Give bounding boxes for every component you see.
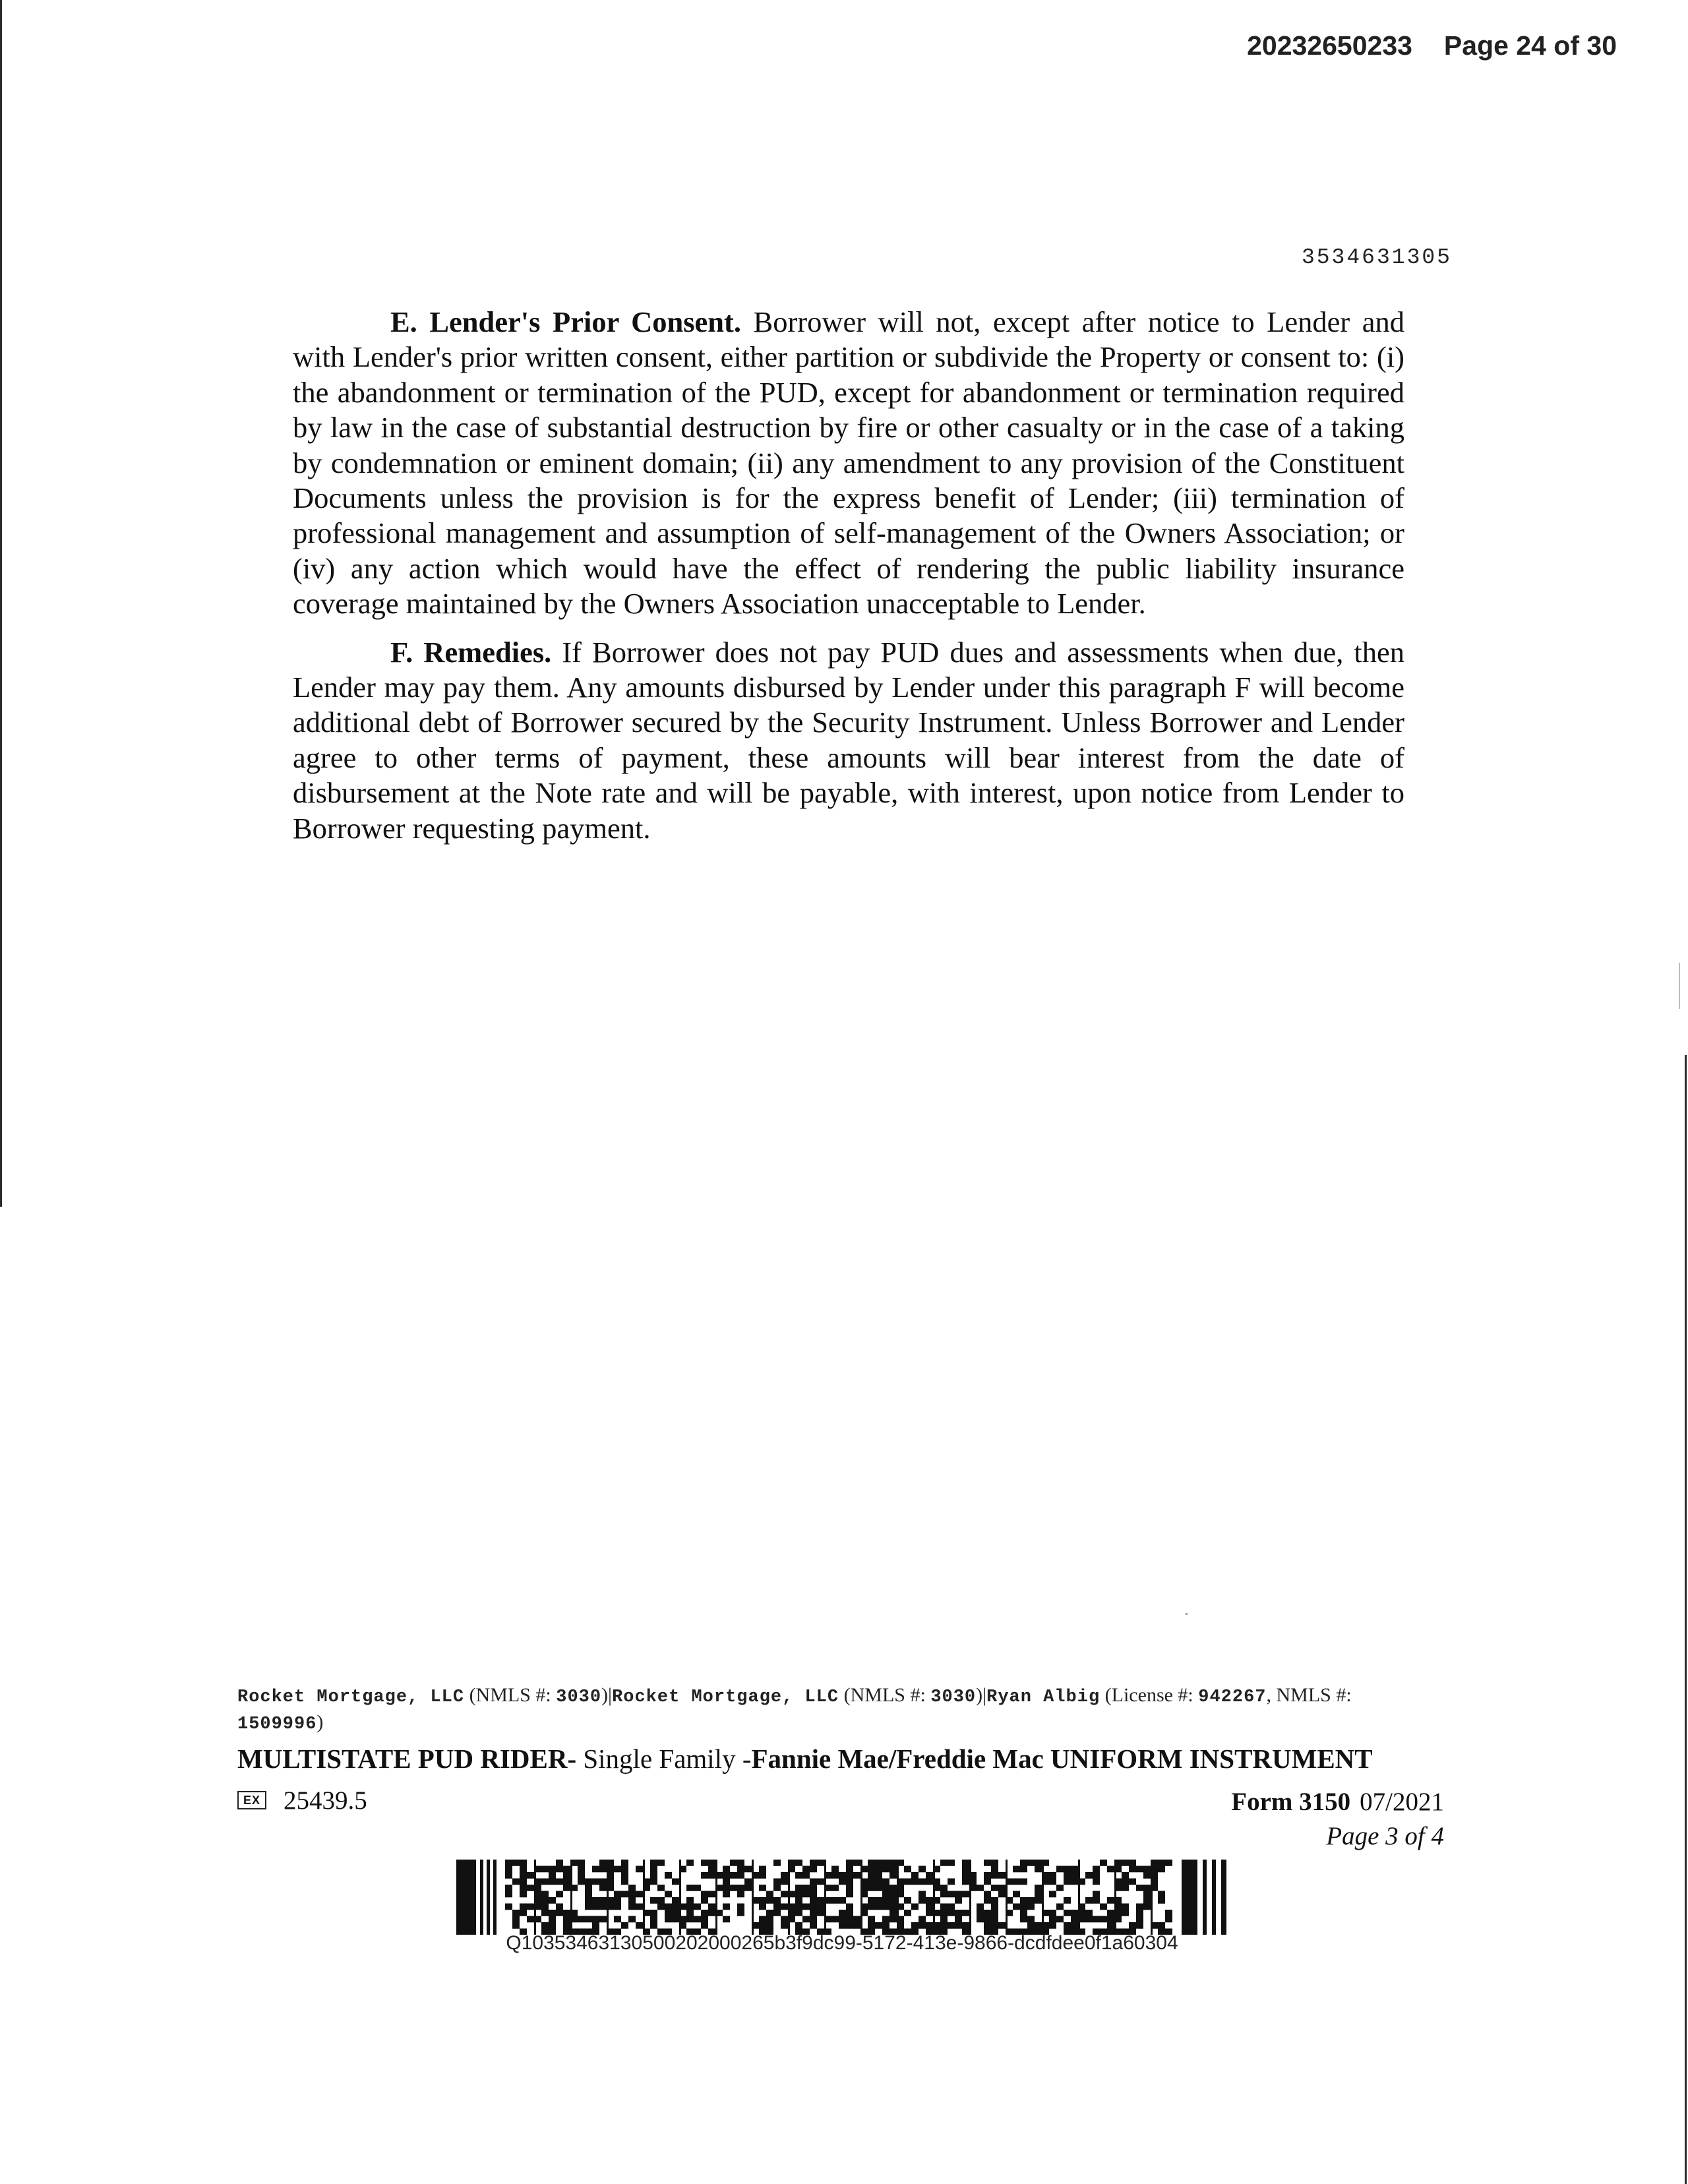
- form-title: [237, 1743, 1373, 1774]
- nmls-label-3: , NMLS #:: [1266, 1684, 1352, 1706]
- section-e-text: Borrower will not, except after notice to Lender and with Lender's prior written consent, either partition or subdivide the Property or consent to: (i) the abandonment or termination of the PUD, except for abandonment or termination required by law in the case of substantial destruction by fire or other casualty or in the case of a taking by condemnation or eminent domain; (ii) any amendment to any provision of the Constituent Documents unless the provision is for the express benefit of Lender; (iii) termination of professional management and assumption of self-management of the Owners Association; or (iv) any action which would have the effect of rendering the public liability insurance coverage maintained by the Owners Association unacceptable to Lender.: [293, 305, 1404, 621]
- scan-speck: [1186, 1613, 1188, 1615]
- form-label: Form 3150: [1231, 1788, 1351, 1816]
- ex-row: [237, 1786, 367, 1815]
- recording-doc-number: 20232650233: [1247, 30, 1412, 61]
- scan-edge-right: [1685, 1055, 1687, 2184]
- lender-credit-line: [237, 1683, 1424, 1737]
- license-label: (License #:: [1100, 1684, 1199, 1706]
- nmls-label-1: (NMLS #:: [464, 1684, 557, 1706]
- section-f-paragraph: [293, 635, 1404, 846]
- document-barcode: [456, 1860, 1228, 1935]
- separator-1: )|: [601, 1684, 613, 1706]
- form-title-part1: MULTISTATE PUD RIDER-: [237, 1744, 577, 1774]
- form-date: 07/2021: [1360, 1788, 1444, 1816]
- license-number: 942267: [1198, 1687, 1267, 1707]
- loan-officer-name: Ryan Albig: [986, 1687, 1100, 1707]
- close-paren: ): [316, 1711, 324, 1733]
- section-e-heading: E. Lender's Prior Consent.: [390, 305, 741, 338]
- nmls-label-2: (NMLS #:: [839, 1684, 931, 1706]
- recording-header: [1247, 30, 1617, 61]
- nmls-number-1: 3030: [556, 1687, 602, 1707]
- barcode-text: Q10353463130500202000265b3f9dc99-5172-413e-9866-dcdfdee0f1a60304: [506, 1932, 1178, 1954]
- form-page-of: Page 3 of 4: [1326, 1822, 1444, 1850]
- loan-number: 3534631305: [1301, 245, 1452, 270]
- ex-code: 25439.5: [284, 1786, 367, 1815]
- recording-page-label: Page 24 of 30: [1443, 30, 1617, 61]
- lender-name-2: Rocket Mortgage, LLC: [612, 1687, 839, 1707]
- form-title-part2: Single Family -: [576, 1744, 752, 1774]
- ex-icon: EX: [237, 1791, 266, 1809]
- rider-body: [293, 305, 1404, 859]
- lender-name-1: Rocket Mortgage, LLC: [237, 1687, 465, 1707]
- nmls-number-3: 1509996: [237, 1714, 317, 1734]
- separator-2: )|: [976, 1684, 987, 1706]
- scan-edge-right-mark: [1679, 963, 1680, 1009]
- form-title-part3: Fannie Mae/Freddie Mac UNIFORM INSTRUMENT: [751, 1744, 1373, 1774]
- section-e-paragraph: [293, 305, 1404, 622]
- section-f-heading: F. Remedies.: [390, 635, 552, 669]
- section-f-text: If Borrower does not pay PUD dues and assessments when due, then Lender may pay them. Any amounts disbursed by Lender under this paragraph F will become additional debt of Borrower secured by the Security Instrument. Unless Borrower and Lender agree to other terms of payment, these amounts will bear interest from the date of disbursement at the Note rate and will be payable, with interest, upon notice from Lender to Borrower requesting payment.: [293, 635, 1404, 845]
- scan-edge-left: [0, 0, 2, 1207]
- form-id: [1231, 1787, 1444, 1817]
- nmls-number-2: 3030: [930, 1687, 977, 1707]
